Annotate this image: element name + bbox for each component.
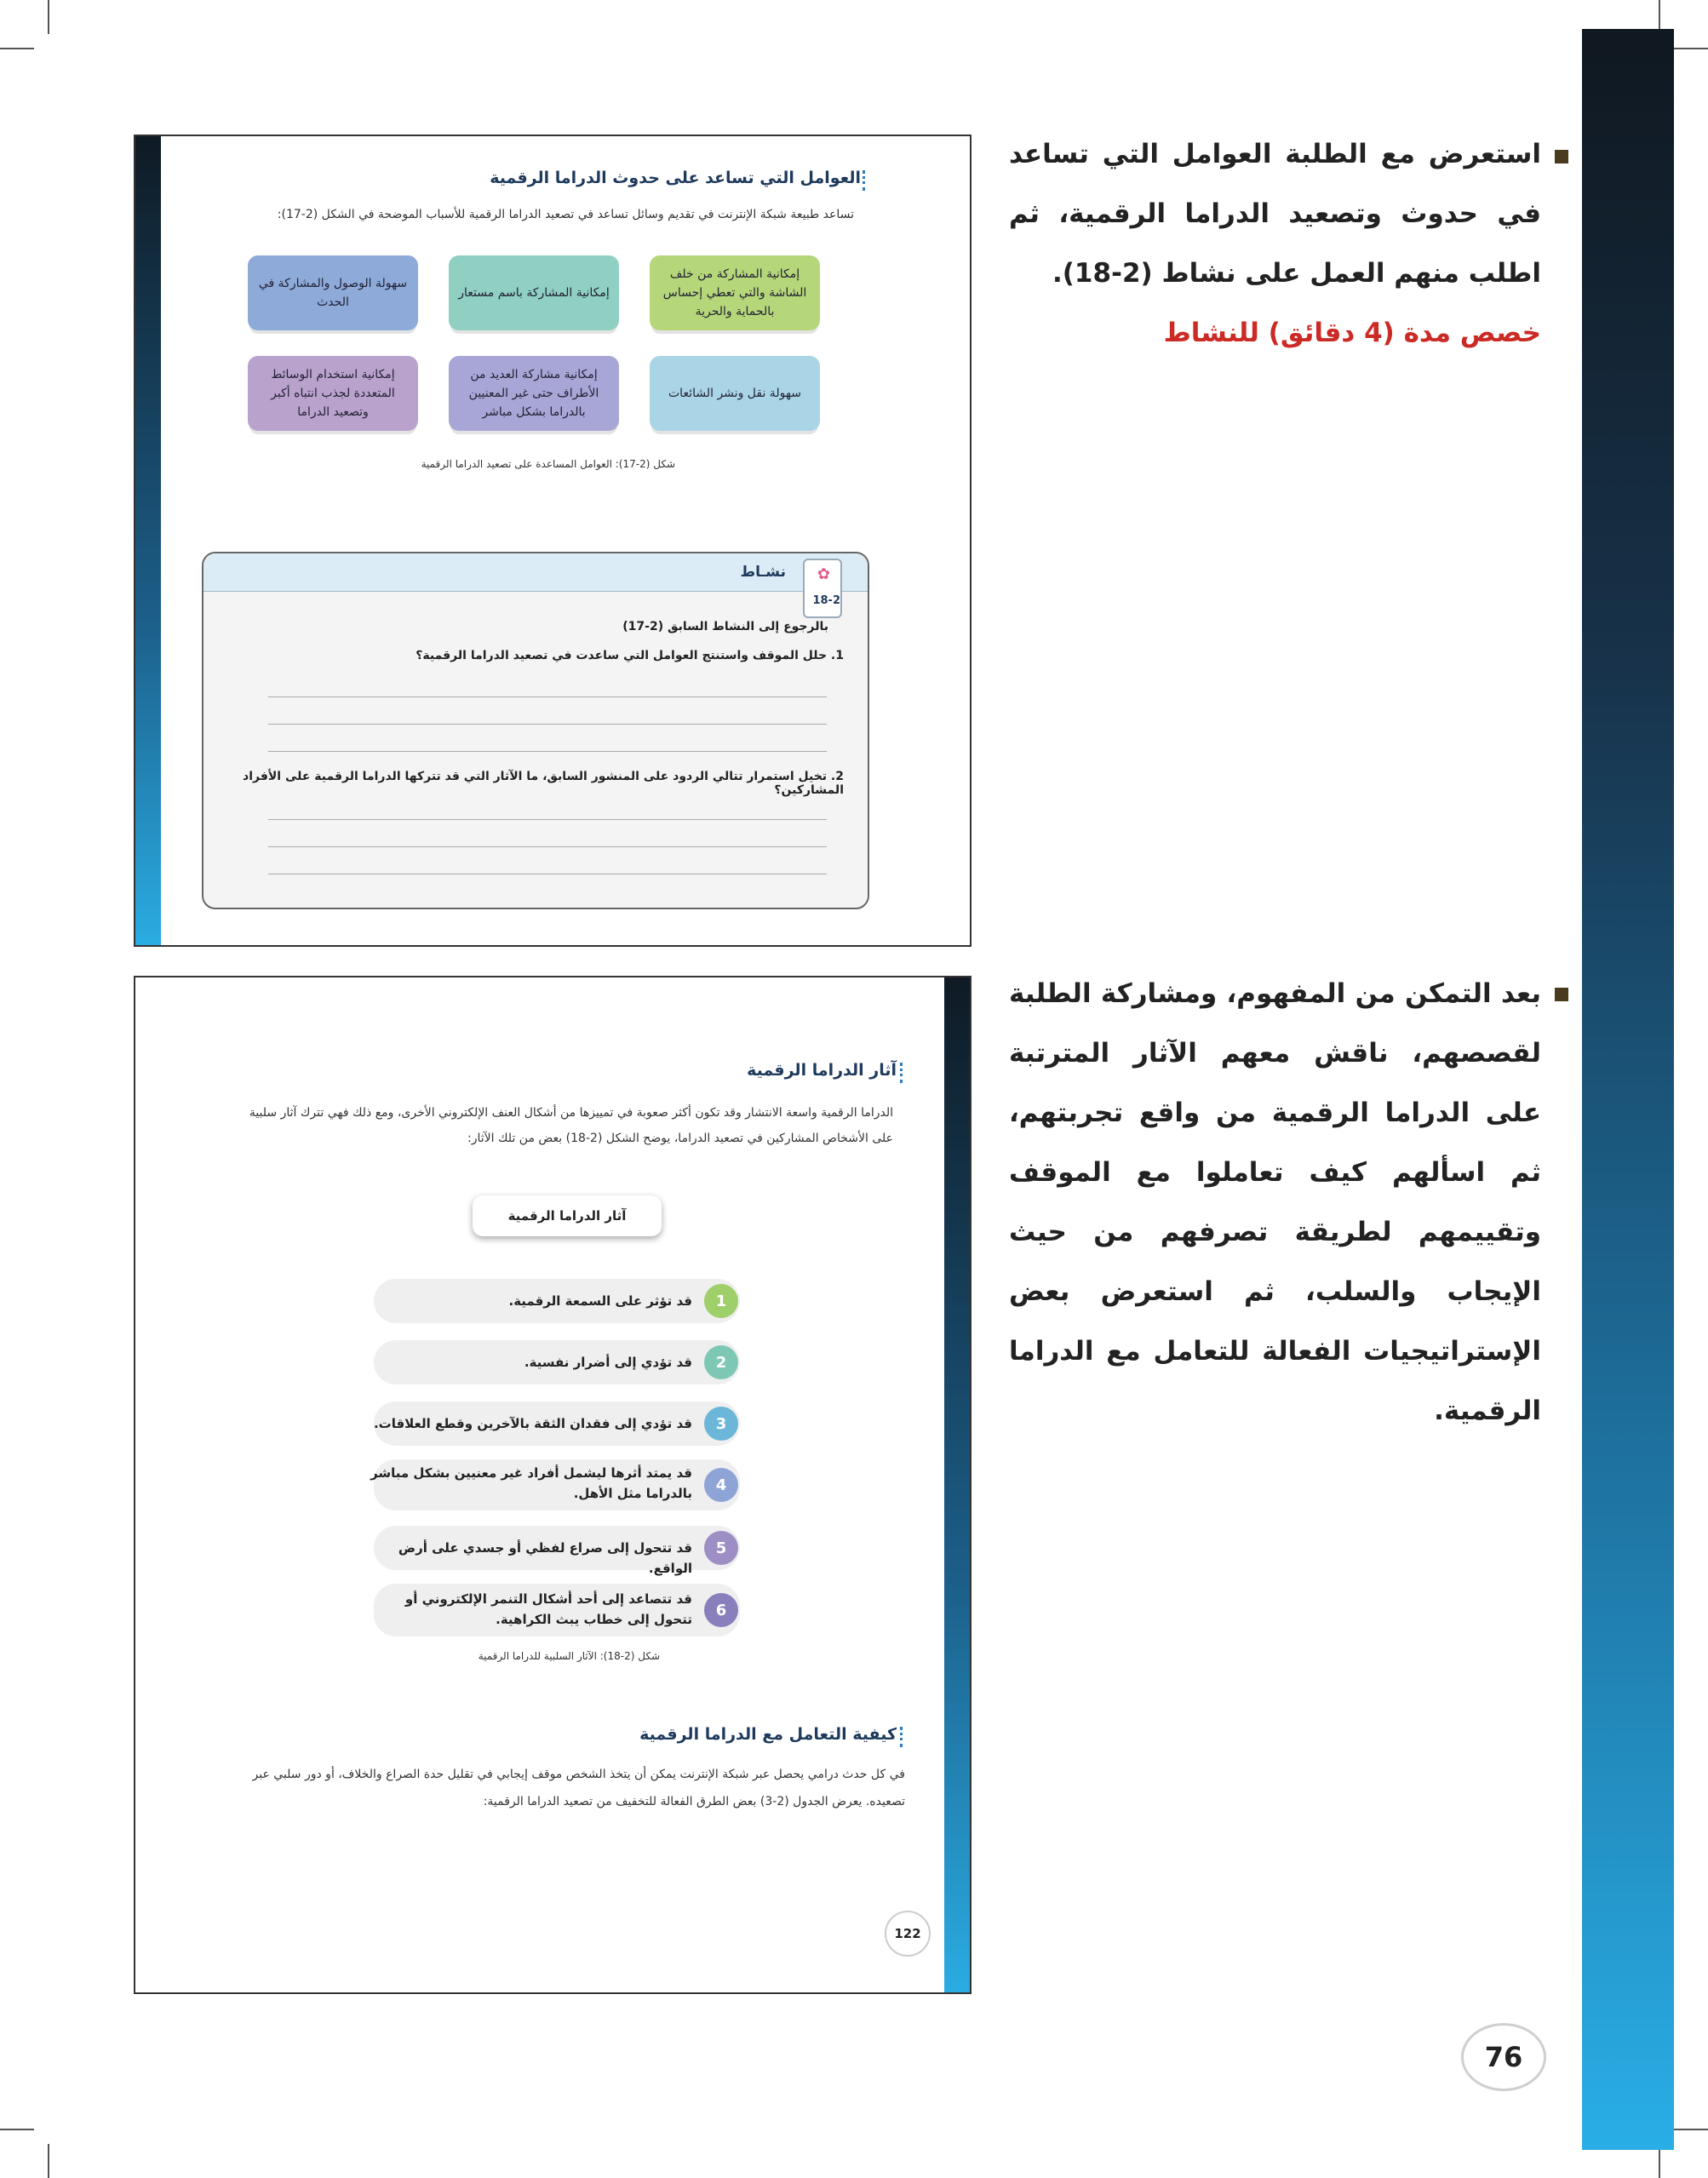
effect-number-2: 2 bbox=[704, 1345, 738, 1379]
section-title-2: كيفية التعامل مع الدراما الرقمية bbox=[639, 1725, 897, 1744]
effect-text: قد تؤثر على السمعة الرقمية. bbox=[508, 1293, 692, 1309]
effect-number-5: 5 bbox=[704, 1531, 738, 1565]
effect-number-1: 1 bbox=[704, 1284, 738, 1318]
crop-mark bbox=[1674, 2129, 1708, 2130]
bullet-marker bbox=[1555, 150, 1568, 163]
effect-text: قد يمتد أثرها ليشمل أفراد غير معنيين بشكل مباشر بالدراما مثل الأهل. bbox=[370, 1465, 692, 1501]
effect-number-6: 6 bbox=[704, 1593, 738, 1627]
diagram-title-box bbox=[473, 1195, 662, 1236]
crop-mark bbox=[0, 48, 34, 49]
effect-number-3: 3 bbox=[704, 1407, 738, 1441]
crop-mark bbox=[48, 2144, 49, 2178]
instruction-text-2: بعد التمكن من المفهوم، ومشاركة الطلبة لقصصهم، ناقش معهم الآثار المترتبة على الدراما الرقمية من واقع تجربتهم، ثم اسألهم كيف تعاملوا مع الموقف وتقييمهم لطريقة تصرفهم من حيث الإيجاب والسلب، ثم استعرض بعض الإستراتيجيات الفعالة للتعامل مع الدراما الرقمية. bbox=[1009, 978, 1541, 1426]
section-marker-icon bbox=[900, 1727, 908, 1747]
section-title: العوامل التي تساعد على حدوث الدراما الرقمية bbox=[490, 169, 861, 187]
activity-badge-number: 18-2 bbox=[812, 594, 840, 607]
effect-text: قد تؤدي إلى أضرار نفسية. bbox=[524, 1355, 692, 1370]
crop-mark bbox=[48, 0, 49, 34]
activity-box bbox=[202, 552, 869, 909]
section-intro: الدراما الرقمية واسعة الانتشار وقد تكون أكثر صعوبة في تمييزها من أشكال العنف الإلكتروني الأخرى، ومع ذلك فهي تترك آثار سلبية على الأشخاص المشاركين في تصعيد الدراما، يوضح الشكل (2-18) بعض من تلك الآثار: bbox=[249, 1106, 893, 1145]
figure-caption: شكل (2-17): العوامل المساعدة على تصعيد الدراما الرقمية bbox=[421, 458, 675, 470]
section-marker-icon bbox=[900, 1063, 908, 1083]
activity-label: نشـاط bbox=[740, 564, 786, 581]
effect-number-4: 4 bbox=[704, 1468, 738, 1502]
answer-line bbox=[268, 724, 827, 725]
page-side-strip bbox=[944, 977, 970, 1992]
section-title: آثار الدراما الرقمية bbox=[747, 1061, 897, 1080]
question-1: 1. حلل الموقف واستنتج العوامل التي ساعدت في تصعيد الدراما الرقمية؟ bbox=[416, 649, 844, 662]
effect-text: قد تتحول إلى صراع لفظي أو جسدي على أرض الواقع. bbox=[398, 1540, 692, 1576]
crop-mark bbox=[1674, 48, 1708, 49]
section-intro: تساعد طبيعة شبكة الإنترنت في تقديم وسائل تساعد في تصعيد الدراما الرقمية للأسباب الموضحة في الشكل (2-17): bbox=[277, 208, 854, 221]
textbook-page-thumbnail-2 bbox=[134, 976, 971, 1994]
factor-box: إمكانية المشاركة من خلف الشاشة والتي تعطي إحساس بالحماية والحرية bbox=[650, 255, 820, 330]
side-color-band bbox=[1582, 29, 1674, 2150]
page-number-text: 76 bbox=[1484, 2041, 1523, 2073]
factor-box: إمكانية مشاركة العديد من الأطراف حتى غير المعنيين بالدراما بشكل مباشر bbox=[449, 356, 619, 431]
section-2-text: في كل حدث درامي يحصل عبر شبكة الإنترنت يمكن أن يتخذ الشخص موقف إيجابي في تقليل حدة الصراع والخلاف، أو دور سلبي عبر تصعيده. يعرض الجدول (2-3) بعض الطرق الفعالة للتخفيف من تصعيد الدراما الرقمية: bbox=[252, 1768, 905, 1808]
figure-caption: شكل (2-18): الآثار السلبية للدراما الرقمية bbox=[478, 1650, 660, 1662]
crop-mark bbox=[0, 2129, 34, 2130]
textbook-page-thumbnail-1 bbox=[134, 135, 971, 947]
factor-box: إمكانية استخدام الوسائط المتعددة لجذب انتباه أكبر وتصعيد الدراما bbox=[248, 356, 418, 431]
thumbnail-page-number bbox=[885, 1911, 931, 1957]
answer-line bbox=[268, 696, 827, 697]
activity-icon: ✿ bbox=[817, 565, 830, 583]
section-marker-icon bbox=[863, 170, 870, 191]
factor-box: سهولة الوصول والمشاركة في الحدث bbox=[248, 255, 418, 330]
activity-reference: بالرجوع إلى النشاط السابق (2-17) bbox=[622, 620, 828, 633]
bullet-marker bbox=[1555, 988, 1568, 1001]
answer-line bbox=[268, 846, 827, 847]
thumbnail-page-number-text: 122 bbox=[894, 1926, 921, 1941]
answer-line bbox=[268, 751, 827, 752]
time-note: خصص مدة (4 دقائق) للنشاط bbox=[1163, 318, 1541, 348]
instruction-paragraph-2 bbox=[1009, 964, 1541, 1441]
factor-box: إمكانية المشاركة باسم مستعار bbox=[449, 255, 619, 330]
instruction-paragraph-1 bbox=[1009, 124, 1541, 363]
answer-line bbox=[268, 819, 827, 820]
diagram-title: آثار الدراما الرقمية bbox=[507, 1208, 627, 1224]
instruction-text-1: استعرض مع الطلبة العوامل التي تساعد في حدوث وتصعيد الدراما الرقمية، ثم اطلب منهم العمل على نشاط (2-18). bbox=[1009, 139, 1541, 289]
effect-text: قد تؤدي إلى فقدان الثقة بالآخرين وقطع العلاقات. bbox=[373, 1416, 692, 1431]
effect-text: قد تتصاعد إلى أحد أشكال التنمر الإلكتروني أو تتحول إلى خطاب يبث الكراهية. bbox=[404, 1591, 692, 1627]
question-2: 2. تخيل استمرار تتالي الردود على المنشور السابق، ما الآثار التي قد تتركها الدراما الرقمية على الأفراد المشاركين؟ bbox=[243, 770, 844, 797]
page-side-strip bbox=[135, 136, 161, 945]
factor-box: سهولة نقل ونشر الشائعات bbox=[650, 356, 820, 431]
page-number bbox=[1461, 2023, 1546, 2091]
